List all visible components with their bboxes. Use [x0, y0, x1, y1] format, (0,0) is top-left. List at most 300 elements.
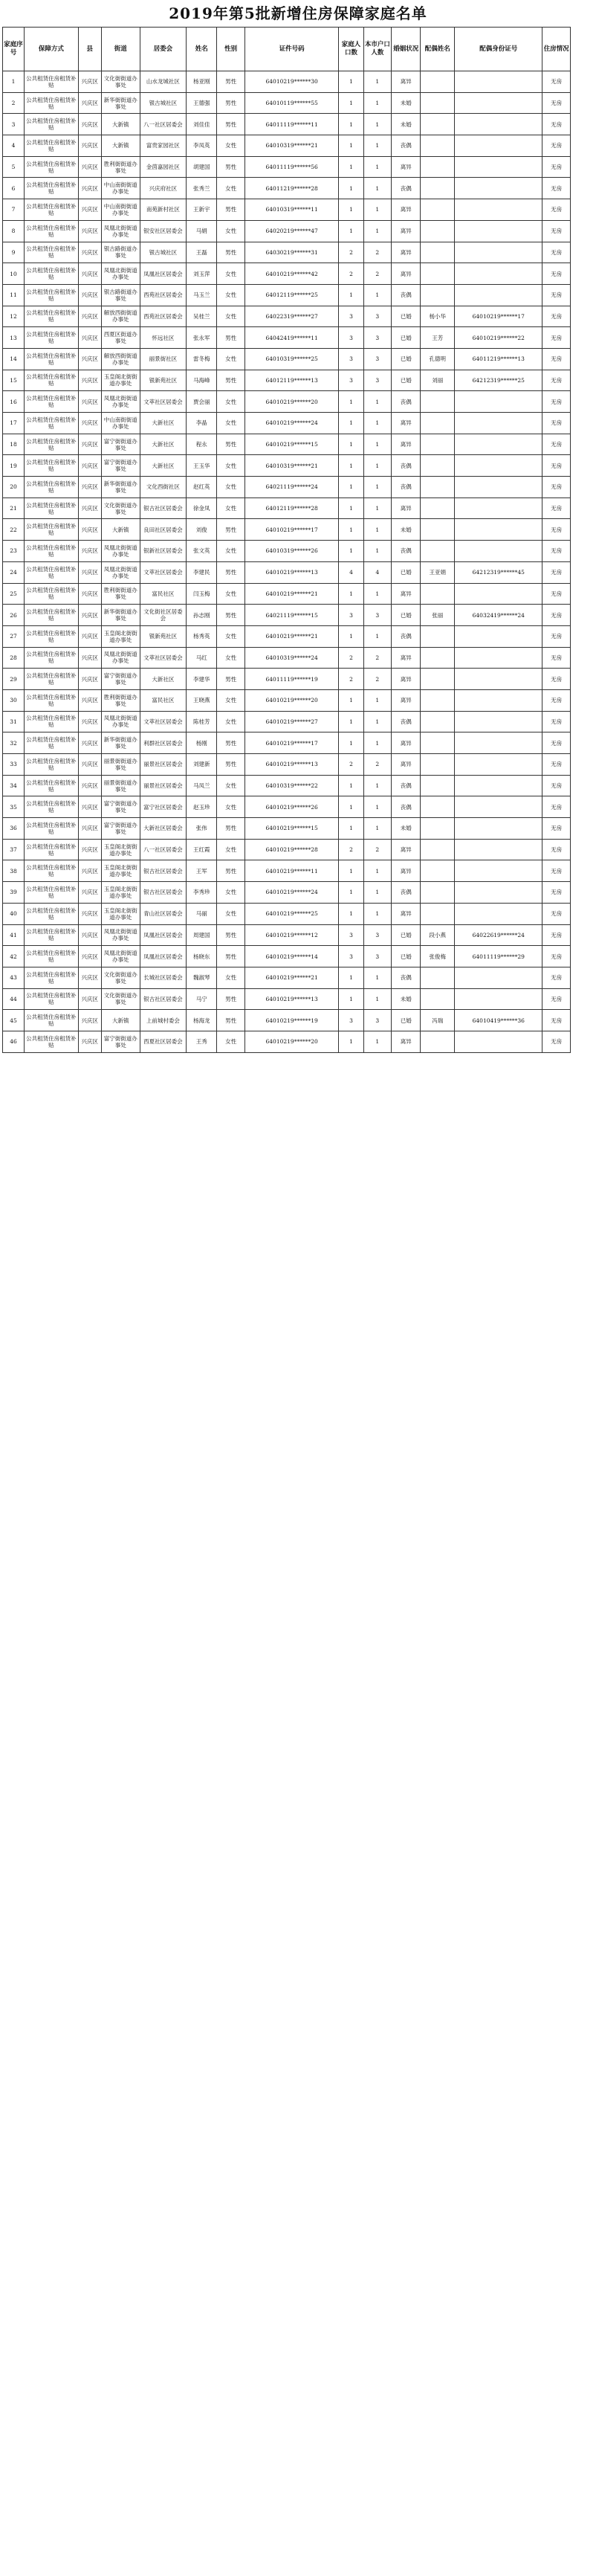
cell-family-no: 44: [3, 988, 25, 1010]
cell-street: 富宁街街道办事处: [101, 455, 140, 477]
cell-spouse-id: [455, 647, 542, 669]
cell-spouse-name: [421, 114, 455, 135]
cell-community: 良田社区居委会: [140, 519, 186, 541]
cell-family-no: 43: [3, 967, 25, 988]
cell-county: 兴庆区: [78, 370, 101, 391]
cell-id-number: 64010219******20: [244, 1031, 339, 1052]
cell-marital-status: 未婚: [392, 92, 421, 114]
cell-housing-status: 无房: [542, 242, 570, 263]
cell-household-size: 2: [339, 263, 363, 285]
cell-community: 大新社区: [140, 434, 186, 455]
cell-local-hukou-count: 2: [363, 669, 391, 690]
cell-id-number: 64010219******27: [244, 711, 339, 732]
cell-spouse-name: 王芳: [421, 327, 455, 349]
cell-family-no: 4: [3, 135, 25, 157]
cell-county: 兴庆区: [78, 156, 101, 178]
cell-id-number: 64010219******24: [244, 882, 339, 904]
cell-housing-status: 无房: [542, 561, 570, 583]
cell-marital-status: 离异: [392, 903, 421, 924]
cell-marital-status: 离异: [392, 689, 421, 711]
cell-gender: 男性: [217, 860, 244, 882]
cell-gender: 女性: [217, 903, 244, 924]
cell-spouse-name: 孔德明: [421, 348, 455, 370]
cell-street: 胜利街街道办事处: [101, 689, 140, 711]
cell-street: 凤凰北街街道办事处: [101, 391, 140, 413]
cell-family-no: 30: [3, 689, 25, 711]
cell-family-no: 34: [3, 775, 25, 796]
cell-household-size: 2: [339, 754, 363, 776]
cell-household-size: 1: [339, 220, 363, 242]
cell-gender: 女性: [217, 135, 244, 157]
cell-community: 丽景社区居委会: [140, 775, 186, 796]
cell-household-size: 1: [339, 178, 363, 199]
cell-spouse-name: 刘丽: [421, 370, 455, 391]
cell-family-no: 17: [3, 413, 25, 434]
cell-family-no: 22: [3, 519, 25, 541]
cell-street: 新华街街道办事处: [101, 732, 140, 754]
cell-marital-status: 离异: [392, 220, 421, 242]
cell-street: 丽景街街道办事处: [101, 775, 140, 796]
cell-household-size: 1: [339, 541, 363, 562]
cell-id-number: 64021119******15: [244, 605, 339, 626]
cell-family-no: 11: [3, 284, 25, 306]
cell-marital-status: 未婚: [392, 519, 421, 541]
cell-county: 兴庆区: [78, 455, 101, 477]
cell-guarantee-type: 公共租赁住房租赁补贴: [25, 967, 79, 988]
cell-spouse-name: [421, 455, 455, 477]
cell-local-hukou-count: 4: [363, 561, 391, 583]
column-header-spouse-name: 配偶姓名: [421, 28, 455, 71]
table-row: [3, 818, 594, 840]
cell-gender: 女性: [217, 306, 244, 327]
cell-spouse-name: 冯瑞: [421, 1010, 455, 1031]
cell-id-number: 64010219******20: [244, 391, 339, 413]
cell-county: 兴庆区: [78, 284, 101, 306]
cell-guarantee-type: 公共租赁住房租赁补贴: [25, 477, 79, 498]
cell-local-hukou-count: 1: [363, 199, 391, 221]
cell-household-size: 1: [339, 455, 363, 477]
cell-marital-status: 离异: [392, 669, 421, 690]
cell-id-number: 64012119******25: [244, 284, 339, 306]
cell-spouse-name: [421, 860, 455, 882]
cell-community: 大新社区: [140, 455, 186, 477]
cell-family-no: 5: [3, 156, 25, 178]
cell-community: 文化西街社区: [140, 477, 186, 498]
cell-spouse-id: [455, 199, 542, 221]
cell-spouse-id: [455, 860, 542, 882]
cell-gender: 女性: [217, 967, 244, 988]
cell-community: 青山社区居委会: [140, 903, 186, 924]
cell-id-number: 64010319******11: [244, 199, 339, 221]
cell-spouse-id: 64212319******25: [455, 370, 542, 391]
column-header-gender: 性别: [217, 28, 244, 71]
cell-household-size: 1: [339, 818, 363, 840]
cell-street: 玉皇阁北街街道办事处: [101, 860, 140, 882]
cell-gender: 女性: [217, 711, 244, 732]
cell-id-number: 64010119******55: [244, 92, 339, 114]
cell-id-number: 64030219******31: [244, 242, 339, 263]
cell-gender: 男性: [217, 327, 244, 349]
cell-household-size: 2: [339, 839, 363, 860]
cell-local-hukou-count: 1: [363, 711, 391, 732]
cell-spouse-name: [421, 711, 455, 732]
table-row: [3, 284, 594, 306]
cell-family-no: 14: [3, 348, 25, 370]
cell-community: 山水龙城社区: [140, 71, 186, 93]
cell-guarantee-type: 公共租赁住房租赁补贴: [25, 689, 79, 711]
cell-housing-status: 无房: [542, 860, 570, 882]
cell-id-number: 64010219******12: [244, 924, 339, 946]
table-row: [3, 796, 594, 818]
cell-gender: 男性: [217, 732, 244, 754]
cell-name: 王德强: [186, 92, 217, 114]
cell-spouse-name: 段小燕: [421, 924, 455, 946]
cell-name: 杨秀英: [186, 625, 217, 647]
cell-marital-status: 离异: [392, 754, 421, 776]
cell-housing-status: 无房: [542, 605, 570, 626]
cell-id-number: 64022319******27: [244, 306, 339, 327]
cell-marital-status: 离异: [392, 71, 421, 93]
cell-county: 兴庆区: [78, 498, 101, 519]
cell-spouse-id: [455, 903, 542, 924]
cell-gender: 男性: [217, 519, 244, 541]
cell-family-no: 15: [3, 370, 25, 391]
cell-street: 凤凰北街街道办事处: [101, 561, 140, 583]
cell-housing-status: 无房: [542, 477, 570, 498]
cell-household-size: 1: [339, 796, 363, 818]
cell-id-number: 64010219******15: [244, 434, 339, 455]
cell-gender: 女性: [217, 477, 244, 498]
cell-family-no: 31: [3, 711, 25, 732]
cell-spouse-name: [421, 178, 455, 199]
cell-id-number: 64010219******13: [244, 754, 339, 776]
cell-county: 兴庆区: [78, 413, 101, 434]
cell-street: 大新镇: [101, 114, 140, 135]
cell-guarantee-type: 公共租赁住房租赁补贴: [25, 178, 79, 199]
cell-gender: 女性: [217, 263, 244, 285]
cell-guarantee-type: 公共租赁住房租赁补贴: [25, 818, 79, 840]
cell-community: 银安社区居委会: [140, 220, 186, 242]
cell-id-number: 64010219******11: [244, 860, 339, 882]
cell-community: 富民社区: [140, 583, 186, 605]
cell-county: 兴庆区: [78, 114, 101, 135]
cell-name: 周建国: [186, 924, 217, 946]
table-row: [3, 71, 594, 93]
cell-local-hukou-count: 1: [363, 220, 391, 242]
cell-family-no: 35: [3, 796, 25, 818]
cell-county: 兴庆区: [78, 220, 101, 242]
cell-guarantee-type: 公共租赁住房租赁补贴: [25, 903, 79, 924]
cell-household-size: 3: [339, 327, 363, 349]
cell-gender: 女性: [217, 541, 244, 562]
cell-guarantee-type: 公共租赁住房租赁补贴: [25, 263, 79, 285]
cell-marital-status: 丧偶: [392, 775, 421, 796]
cell-county: 兴庆区: [78, 669, 101, 690]
cell-household-size: 1: [339, 732, 363, 754]
cell-family-no: 12: [3, 306, 25, 327]
cell-street: 凤凰北街街道办事处: [101, 711, 140, 732]
cell-community: 银古社区居委会: [140, 882, 186, 904]
cell-name: 赵红英: [186, 477, 217, 498]
cell-local-hukou-count: 1: [363, 818, 391, 840]
cell-marital-status: 已婚: [392, 1010, 421, 1031]
cell-name: 张永军: [186, 327, 217, 349]
cell-guarantee-type: 公共租赁住房租赁补贴: [25, 114, 79, 135]
cell-gender: 女性: [217, 775, 244, 796]
cell-family-no: 24: [3, 561, 25, 583]
cell-name: 赵玉珍: [186, 796, 217, 818]
cell-name: 王新宇: [186, 199, 217, 221]
cell-family-no: 3: [3, 114, 25, 135]
cell-gender: 女性: [217, 839, 244, 860]
cell-household-size: 4: [339, 561, 363, 583]
cell-local-hukou-count: 1: [363, 434, 391, 455]
cell-id-number: 64042419******11: [244, 327, 339, 349]
cell-spouse-name: 杨小华: [421, 306, 455, 327]
cell-street: 富宁街街道办事处: [101, 669, 140, 690]
cell-guarantee-type: 公共租赁住房租赁补贴: [25, 92, 79, 114]
cell-gender: 男性: [217, 561, 244, 583]
cell-spouse-id: [455, 498, 542, 519]
cell-local-hukou-count: 1: [363, 92, 391, 114]
cell-county: 兴庆区: [78, 306, 101, 327]
cell-housing-status: 无房: [542, 946, 570, 967]
cell-family-no: 18: [3, 434, 25, 455]
cell-household-size: 3: [339, 306, 363, 327]
cell-community: 西苑社区居委会: [140, 306, 186, 327]
cell-family-no: 6: [3, 178, 25, 199]
cell-county: 兴庆区: [78, 541, 101, 562]
cell-gender: 男性: [217, 370, 244, 391]
cell-street: 银古路街道办事处: [101, 242, 140, 263]
cell-spouse-name: [421, 242, 455, 263]
cell-housing-status: 无房: [542, 775, 570, 796]
cell-community: 文化街社区居委会: [140, 605, 186, 626]
cell-spouse-id: 64010419******36: [455, 1010, 542, 1031]
cell-local-hukou-count: 1: [363, 541, 391, 562]
cell-gender: 男性: [217, 434, 244, 455]
cell-gender: 男性: [217, 1010, 244, 1031]
cell-county: 兴庆区: [78, 391, 101, 413]
cell-community: 八一社区居委会: [140, 114, 186, 135]
cell-guarantee-type: 公共租赁住房租赁补贴: [25, 605, 79, 626]
cell-spouse-name: [421, 391, 455, 413]
cell-housing-status: 无房: [542, 284, 570, 306]
cell-id-number: 64011219******28: [244, 178, 339, 199]
cell-id-number: 64011119******11: [244, 114, 339, 135]
cell-housing-status: 无房: [542, 434, 570, 455]
cell-spouse-id: [455, 669, 542, 690]
cell-local-hukou-count: 2: [363, 839, 391, 860]
column-header-name: 姓名: [186, 28, 217, 71]
cell-name: 王红霞: [186, 839, 217, 860]
cell-spouse-id: [455, 178, 542, 199]
cell-spouse-id: [455, 754, 542, 776]
cell-family-no: 28: [3, 647, 25, 669]
table-row: [3, 647, 594, 669]
column-header-id-number: 证件号码: [244, 28, 339, 71]
column-header-guarantee-type: 保障方式: [25, 28, 79, 71]
cell-local-hukou-count: 3: [363, 605, 391, 626]
cell-housing-status: 无房: [542, 818, 570, 840]
cell-spouse-name: [421, 583, 455, 605]
cell-id-number: 64012119******13: [244, 370, 339, 391]
cell-id-number: 64010219******19: [244, 1010, 339, 1031]
cell-gender: 男性: [217, 605, 244, 626]
cell-family-no: 26: [3, 605, 25, 626]
cell-spouse-name: [421, 967, 455, 988]
cell-community: 丽景街社区: [140, 348, 186, 370]
cell-id-number: 64010319******24: [244, 647, 339, 669]
cell-housing-status: 无房: [542, 1031, 570, 1052]
cell-guarantee-type: 公共租赁住房租赁补贴: [25, 860, 79, 882]
table-row: [3, 1031, 594, 1052]
cell-street: 凤凰北街街道办事处: [101, 946, 140, 967]
cell-guarantee-type: 公共租赁住房租赁补贴: [25, 625, 79, 647]
cell-street: 中山南街街道办事处: [101, 199, 140, 221]
cell-community: 富宁社区居委会: [140, 796, 186, 818]
cell-local-hukou-count: 1: [363, 498, 391, 519]
cell-name: 刘俊: [186, 519, 217, 541]
cell-local-hukou-count: 1: [363, 477, 391, 498]
cell-spouse-id: [455, 220, 542, 242]
cell-marital-status: 已婚: [392, 306, 421, 327]
cell-local-hukou-count: 1: [363, 882, 391, 904]
table-row: [3, 455, 594, 477]
cell-community: 利群社区居委会: [140, 732, 186, 754]
cell-spouse-id: [455, 434, 542, 455]
cell-county: 兴庆区: [78, 882, 101, 904]
cell-household-size: 1: [339, 199, 363, 221]
cell-spouse-id: [455, 775, 542, 796]
cell-street: 中山南街街道办事处: [101, 413, 140, 434]
table-row: [3, 498, 594, 519]
cell-spouse-name: [421, 220, 455, 242]
cell-street: 文化街街道办事处: [101, 967, 140, 988]
cell-marital-status: 离异: [392, 647, 421, 669]
cell-county: 兴庆区: [78, 818, 101, 840]
cell-marital-status: 未婚: [392, 114, 421, 135]
cell-name: 陈桂芳: [186, 711, 217, 732]
cell-spouse-name: [421, 625, 455, 647]
cell-name: 雷冬梅: [186, 348, 217, 370]
cell-community: 凤凰社区居委会: [140, 263, 186, 285]
cell-marital-status: 丧偶: [392, 625, 421, 647]
cell-name: 李建民: [186, 561, 217, 583]
cell-street: 解放西街街道办事处: [101, 306, 140, 327]
cell-marital-status: 未婚: [392, 988, 421, 1010]
cell-community: 兴庆府社区: [140, 178, 186, 199]
cell-name: 刘佳佳: [186, 114, 217, 135]
cell-community: 丽景社区居委会: [140, 754, 186, 776]
cell-spouse-id: [455, 477, 542, 498]
cell-marital-status: 未婚: [392, 818, 421, 840]
cell-street: 胜利街街道办事处: [101, 156, 140, 178]
cell-household-size: 1: [339, 92, 363, 114]
cell-name: 李秀珍: [186, 882, 217, 904]
table-row: [3, 413, 594, 434]
cell-local-hukou-count: 2: [363, 242, 391, 263]
cell-household-size: 1: [339, 71, 363, 93]
cell-spouse-name: [421, 263, 455, 285]
cell-street: 文化街街道办事处: [101, 498, 140, 519]
cell-id-number: 64010319******22: [244, 775, 339, 796]
cell-county: 兴庆区: [78, 242, 101, 263]
page-title: 2019年第5批新增住房保障家庭名单: [169, 4, 427, 22]
cell-guarantee-type: 公共租赁住房租赁补贴: [25, 711, 79, 732]
cell-name: 孙志刚: [186, 605, 217, 626]
table-row: [3, 370, 594, 391]
table-row: [3, 860, 594, 882]
cell-guarantee-type: 公共租赁住房租赁补贴: [25, 242, 79, 263]
cell-family-no: 19: [3, 455, 25, 477]
cell-spouse-id: [455, 711, 542, 732]
cell-spouse-name: [421, 519, 455, 541]
table-row: [3, 519, 594, 541]
cell-spouse-id: 64010219******22: [455, 327, 542, 349]
cell-household-size: 3: [339, 1010, 363, 1031]
cell-guarantee-type: 公共租赁住房租赁补贴: [25, 71, 79, 93]
cell-household-size: 1: [339, 135, 363, 157]
cell-id-number: 64010219******15: [244, 818, 339, 840]
cell-community: 怀远社区: [140, 327, 186, 349]
cell-marital-status: 已婚: [392, 348, 421, 370]
cell-county: 兴庆区: [78, 1010, 101, 1031]
cell-spouse-id: [455, 413, 542, 434]
cell-name: 张秀兰: [186, 178, 217, 199]
cell-household-size: 1: [339, 711, 363, 732]
cell-id-number: 64010219******21: [244, 967, 339, 988]
cell-community: 南苑新村社区: [140, 199, 186, 221]
cell-id-number: 64010219******17: [244, 519, 339, 541]
cell-household-size: 1: [339, 860, 363, 882]
cell-name: 李建华: [186, 669, 217, 690]
cell-household-size: 1: [339, 284, 363, 306]
cell-local-hukou-count: 1: [363, 903, 391, 924]
table-body: [3, 71, 594, 1053]
cell-name: 王磊: [186, 242, 217, 263]
table-row: [3, 92, 594, 114]
cell-county: 兴庆区: [78, 327, 101, 349]
cell-housing-status: 无房: [542, 541, 570, 562]
cell-name: 徐金凤: [186, 498, 217, 519]
cell-family-no: 39: [3, 882, 25, 904]
cell-street: 新华街街道办事处: [101, 477, 140, 498]
cell-family-no: 46: [3, 1031, 25, 1052]
cell-street: 凤凰北街街道办事处: [101, 541, 140, 562]
cell-spouse-name: [421, 818, 455, 840]
cell-housing-status: 无房: [542, 455, 570, 477]
cell-county: 兴庆区: [78, 924, 101, 946]
cell-housing-status: 无房: [542, 220, 570, 242]
cell-household-size: 2: [339, 647, 363, 669]
cell-community: 银古城社区: [140, 92, 186, 114]
cell-guarantee-type: 公共租赁住房租赁补贴: [25, 327, 79, 349]
cell-spouse-id: [455, 1031, 542, 1052]
cell-community: 银古社区居委会: [140, 988, 186, 1010]
cell-street: 银古路街道办事处: [101, 284, 140, 306]
cell-household-size: 1: [339, 625, 363, 647]
cell-name: 刘玉萍: [186, 263, 217, 285]
table-row: [3, 135, 594, 157]
cell-guarantee-type: 公共租赁住房租赁补贴: [25, 220, 79, 242]
cell-local-hukou-count: 1: [363, 178, 391, 199]
cell-marital-status: 已婚: [392, 327, 421, 349]
cell-guarantee-type: 公共租赁住房租赁补贴: [25, 348, 79, 370]
cell-housing-status: 无房: [542, 199, 570, 221]
cell-spouse-name: [421, 498, 455, 519]
column-header-housing-status: 住房情况: [542, 28, 570, 71]
